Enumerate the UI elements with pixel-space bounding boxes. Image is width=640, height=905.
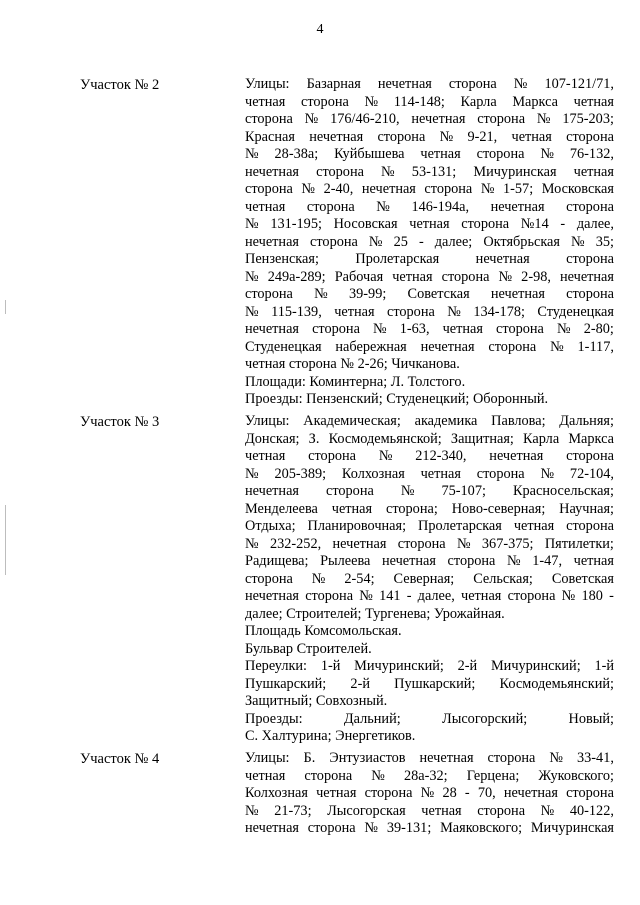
- word: Герцена;: [466, 767, 520, 784]
- word: №: [561, 588, 576, 604]
- word: 2-54;: [344, 570, 375, 587]
- word: №: [513, 76, 528, 92]
- word: сторона: [424, 181, 473, 197]
- word: Маркса: [512, 93, 558, 110]
- word: Пушкарский;: [245, 675, 327, 692]
- text-line: [245, 466, 614, 484]
- word: сторона: [377, 128, 426, 145]
- word: Студенецкая: [537, 303, 614, 320]
- word: сторона: [308, 448, 357, 464]
- word: нечетная: [377, 76, 432, 92]
- word: Академическая;: [303, 413, 401, 429]
- word: сторона: [488, 338, 537, 355]
- word: четная: [420, 465, 461, 482]
- word: №: [304, 111, 319, 127]
- word: Дальний;: [343, 710, 401, 727]
- word: нечетная: [245, 820, 299, 836]
- word: нечетная: [361, 181, 416, 197]
- word: №: [245, 465, 259, 482]
- word: №: [498, 268, 513, 285]
- word: №: [245, 535, 259, 552]
- word: сторона: [566, 286, 614, 302]
- word: сторона: [316, 163, 364, 180]
- word: №: [376, 198, 390, 215]
- word: Улицы:: [245, 413, 290, 429]
- word: Мичуринская: [473, 163, 557, 180]
- word: -: [560, 216, 566, 232]
- word: №: [378, 448, 393, 464]
- word: далее,: [576, 216, 614, 232]
- word: сторона: [566, 198, 614, 215]
- word: Пензенская;: [245, 251, 319, 267]
- word: Московская: [541, 181, 614, 197]
- text-line: [245, 339, 614, 357]
- word: №: [368, 233, 383, 250]
- word: нечетная: [489, 448, 544, 464]
- word: сторона: [310, 233, 358, 250]
- word: сторона: [386, 303, 435, 320]
- word: №: [245, 146, 259, 162]
- section-label-2: Участок № 2: [80, 77, 160, 93]
- text-line: [245, 785, 614, 803]
- text-line: С. Халтурина; Энергетиков.: [245, 728, 416, 744]
- word: четная: [420, 146, 461, 162]
- word: 175-203;: [562, 111, 614, 127]
- word: сторона: [566, 448, 614, 464]
- word: №: [400, 483, 415, 499]
- word: четная: [573, 93, 614, 110]
- word: нечетная: [419, 750, 474, 766]
- word: -: [406, 588, 412, 604]
- text-line: [245, 146, 614, 164]
- word: №: [549, 750, 564, 766]
- text-line: [245, 269, 614, 287]
- word: сторона: [325, 483, 374, 499]
- word: №: [456, 535, 471, 552]
- word: сторона: [461, 216, 510, 232]
- word: сторона: [566, 251, 614, 267]
- word: -: [609, 588, 614, 604]
- word: Энтузиастов: [329, 750, 406, 766]
- word: №: [556, 321, 571, 337]
- text-line: [245, 199, 614, 217]
- text-line: [245, 413, 614, 431]
- word: сторона: [397, 535, 446, 552]
- word: четная: [331, 500, 373, 517]
- word: академика: [414, 413, 478, 429]
- text-line: [245, 676, 614, 694]
- word: Улицы:: [245, 76, 290, 92]
- word: 28а-32;: [403, 767, 448, 784]
- word: Радищева;: [245, 553, 309, 569]
- word: нечетная: [490, 286, 545, 302]
- word: четная: [409, 216, 450, 232]
- word: далее;: [434, 233, 473, 250]
- word: сторона: [307, 820, 356, 836]
- word: Карла: [523, 430, 560, 447]
- word: четная: [511, 128, 552, 145]
- text-line: [245, 234, 614, 252]
- text-line: [245, 76, 614, 94]
- word: 2-40,: [323, 181, 354, 197]
- word: Рабочая: [334, 268, 384, 285]
- word: сторона: [312, 321, 360, 337]
- word: нечетная: [490, 198, 545, 215]
- word: 75-107;: [441, 483, 486, 499]
- word: 39-131;: [386, 820, 432, 836]
- text-line: [245, 803, 614, 821]
- text-line: [245, 286, 614, 304]
- text-line: [245, 768, 614, 786]
- word: 40-122,: [569, 802, 614, 819]
- word: 35;: [595, 233, 614, 250]
- word: сторона: [364, 785, 413, 801]
- word: сторона: [476, 146, 525, 162]
- word: 1-57;: [503, 181, 534, 197]
- word: сторона: [476, 465, 525, 482]
- word: 232-252,: [269, 535, 322, 552]
- word: четная: [245, 93, 286, 110]
- word: четная: [573, 163, 614, 180]
- word: четная: [245, 448, 286, 464]
- word: №: [480, 181, 495, 197]
- word: Менделеева: [245, 500, 318, 517]
- word: сторона: [301, 93, 349, 110]
- word: четная: [461, 588, 502, 604]
- word: №: [301, 181, 316, 197]
- word: четная: [245, 198, 286, 215]
- word: Защитная;: [450, 430, 514, 447]
- word: Куйбышева: [334, 146, 405, 162]
- word: Красносельская;: [512, 483, 614, 499]
- word: Лысогорская: [327, 802, 406, 819]
- text-line: Площадь Комсомольская.: [245, 623, 402, 639]
- word: четная: [421, 802, 462, 819]
- word: 72-104,: [569, 465, 614, 482]
- word: Октябрьская: [483, 233, 560, 250]
- page-number: 4: [316, 22, 324, 37]
- text-line: [245, 518, 614, 536]
- word: Научная;: [559, 500, 614, 517]
- word: №: [314, 286, 328, 302]
- word: Лысогорский;: [442, 710, 528, 727]
- word: Павлова;: [491, 413, 546, 429]
- word: нечетная: [245, 233, 299, 250]
- word: №: [540, 146, 554, 162]
- word: Переулки:: [245, 658, 308, 674]
- text-line: [245, 501, 614, 519]
- word: 367-375;: [481, 535, 534, 552]
- section-text-3: [245, 413, 614, 746]
- word: №: [571, 233, 585, 250]
- word: 70,: [477, 785, 496, 801]
- text-line: [245, 553, 614, 571]
- word: Отдыха;: [245, 518, 296, 534]
- word: 180: [581, 588, 603, 604]
- word: 2-й: [350, 675, 370, 692]
- text-line: [245, 129, 614, 147]
- word: №: [373, 321, 387, 337]
- word: 39-99;: [348, 286, 387, 302]
- word: сторона: [448, 76, 497, 92]
- word: четная: [245, 767, 286, 784]
- text-line: [245, 571, 614, 589]
- word: Студенецкая: [245, 338, 322, 355]
- text-line: [245, 111, 614, 129]
- word: Улицы:: [245, 750, 290, 766]
- word: 212-340,: [415, 448, 467, 464]
- word: 146-194а,: [411, 198, 470, 215]
- text-line: [245, 164, 614, 182]
- word: №: [359, 588, 373, 604]
- word: Советская: [551, 570, 614, 587]
- word: 9-21,: [467, 128, 498, 145]
- scan-edge-mark: [5, 505, 6, 575]
- word: 141: [379, 588, 401, 604]
- word: сторона: [477, 111, 526, 127]
- word: нечетная: [309, 128, 364, 145]
- word: сторона: [566, 785, 614, 801]
- word: №: [311, 570, 326, 587]
- word: сторона: [305, 588, 354, 604]
- word: №: [550, 338, 564, 355]
- word: Сельская;: [473, 570, 533, 587]
- word: №: [245, 802, 259, 819]
- word: Маяковского;: [440, 820, 523, 836]
- word: сторона: [477, 802, 526, 819]
- word: нечетная: [559, 268, 614, 285]
- word: №14: [520, 216, 549, 232]
- word: сторона: [487, 750, 536, 766]
- section-text-4: [245, 750, 614, 838]
- word: -: [464, 785, 470, 801]
- word: сторона: [245, 111, 293, 127]
- word: нечетная: [332, 535, 387, 552]
- section-label-3: Участок № 3: [80, 414, 160, 430]
- word: 205-389;: [274, 465, 327, 482]
- word: Северная;: [393, 570, 455, 587]
- text-line: [245, 483, 614, 501]
- word: сторона: [447, 553, 496, 569]
- text-line: [245, 251, 614, 269]
- word: 33-41,: [577, 750, 614, 766]
- word: Пролетарская: [418, 518, 502, 534]
- word: 1-63,: [399, 321, 430, 337]
- word: четная: [573, 553, 614, 569]
- word: Маркса: [568, 430, 614, 447]
- word: сторона: [496, 321, 544, 337]
- word: Б.: [303, 750, 316, 766]
- word: Жуковского;: [538, 767, 614, 784]
- word: нечетная: [503, 785, 558, 801]
- word: Колхозная: [341, 465, 405, 482]
- word: Рылеева: [320, 553, 371, 569]
- word: Пятилетки;: [544, 535, 614, 552]
- word: Донская;: [245, 430, 300, 447]
- text-line: [245, 321, 614, 339]
- word: четная: [334, 303, 375, 320]
- word: нечетная: [245, 483, 299, 499]
- word: Носовская: [333, 216, 398, 232]
- word: 2-98,: [521, 268, 551, 285]
- word: 115-139,: [271, 303, 322, 320]
- text-line: [245, 94, 614, 112]
- word: нечетная: [245, 588, 299, 604]
- word: 76-132,: [569, 146, 614, 162]
- word: 2-й: [457, 658, 478, 674]
- word: сторона: [507, 588, 556, 604]
- text-line: далее; Строителей; Тургенева; Урожайная.: [245, 605, 505, 622]
- word: нечетная: [381, 553, 436, 569]
- word: сторона;: [385, 500, 438, 517]
- word: сторона: [441, 268, 490, 285]
- word: сторона: [245, 286, 293, 302]
- word: 1-й: [320, 658, 341, 674]
- word: №: [420, 785, 435, 801]
- text-line: Проезды: Пензенский; Студенецкий; Оборонный.: [245, 391, 549, 407]
- word: Красная: [245, 128, 295, 145]
- word: набережная: [335, 338, 407, 355]
- text-line: [245, 750, 614, 768]
- word: сторона: [566, 518, 614, 534]
- word: Дальняя;: [559, 413, 614, 429]
- word: Мичуринский;: [354, 658, 444, 674]
- word: четная: [442, 321, 483, 337]
- section-text-2: [245, 76, 614, 409]
- text-line: [245, 431, 614, 449]
- text-line: [245, 588, 614, 606]
- word: №: [245, 268, 259, 285]
- word: №: [364, 820, 379, 836]
- word: 28: [442, 785, 457, 801]
- text-line: [245, 820, 614, 838]
- word: Космодемьянский;: [499, 675, 614, 692]
- word: сторона: [306, 198, 355, 215]
- word: №: [245, 216, 259, 232]
- word: сторона: [245, 570, 293, 587]
- word: №: [507, 553, 521, 569]
- word: Пролетарская: [355, 251, 440, 267]
- word: Проезды:: [245, 710, 303, 727]
- text-line: [245, 711, 614, 729]
- word: 249а-289;: [267, 268, 326, 285]
- word: 28-38а;: [274, 146, 319, 162]
- word: нечетная: [420, 338, 475, 355]
- word: нечетная: [245, 321, 299, 337]
- word: сторона: [304, 767, 353, 784]
- word: 114-148;: [393, 93, 445, 110]
- text-line: [245, 658, 614, 676]
- text-line: Площади: Коминтерна; Л. Толстого.: [245, 373, 466, 390]
- word: №: [371, 767, 385, 784]
- word: З.: [308, 430, 320, 447]
- word: Космодемьянской;: [328, 430, 442, 447]
- text-line: Бульвар Строителей.: [245, 640, 372, 657]
- word: 176/46-210,: [330, 111, 400, 127]
- word: 134-178;: [473, 303, 525, 320]
- word: 2-80;: [583, 321, 614, 337]
- word: №: [536, 111, 551, 127]
- word: сторона: [566, 128, 614, 145]
- section-label-4: Участок № 4: [80, 751, 160, 767]
- word: Пушкарский;: [394, 675, 476, 692]
- word: 1-й: [594, 658, 614, 674]
- word: четная: [513, 518, 555, 534]
- word: Мичуринский;: [490, 658, 581, 674]
- word: четная: [316, 785, 357, 801]
- word: №: [245, 303, 259, 320]
- word: -: [418, 233, 424, 250]
- word: №: [540, 465, 555, 482]
- text-line: Защитный; Совхозный.: [245, 693, 388, 709]
- word: Ново-северная;: [451, 500, 546, 517]
- word: Советская: [407, 286, 470, 302]
- word: 1-47,: [532, 553, 563, 569]
- word: №: [439, 128, 454, 145]
- word: 25: [393, 233, 408, 250]
- word: Карла: [460, 93, 497, 110]
- word: №: [381, 163, 395, 180]
- text-line: [245, 536, 614, 554]
- word: 53-131;: [411, 163, 457, 180]
- text-line: четная сторона № 2-26; Чичканова.: [245, 356, 460, 372]
- word: №: [364, 93, 379, 110]
- word: Новый;: [568, 710, 614, 727]
- word: сторона: [245, 181, 293, 197]
- word: №: [540, 802, 555, 819]
- word: 21-73;: [274, 802, 312, 819]
- scan-edge-mark: [5, 300, 6, 314]
- word: нечетная: [245, 163, 299, 180]
- text-line: [245, 181, 614, 199]
- word: Колхозная: [245, 785, 308, 801]
- word: Планировочная;: [307, 518, 407, 534]
- word: нечетная: [411, 111, 466, 127]
- text-line: [245, 216, 614, 234]
- word: №: [447, 303, 461, 320]
- word: 107-121/71,: [544, 76, 614, 92]
- word: Базарная: [306, 76, 361, 92]
- word: четная: [392, 268, 433, 285]
- text-line: [245, 304, 614, 322]
- text-line: [245, 448, 614, 466]
- word: нечетная: [475, 251, 530, 267]
- word: далее,: [417, 588, 455, 604]
- word: Мичуринская: [530, 820, 614, 836]
- word: 1-117,: [577, 338, 614, 355]
- word: 131-195;: [270, 216, 322, 232]
